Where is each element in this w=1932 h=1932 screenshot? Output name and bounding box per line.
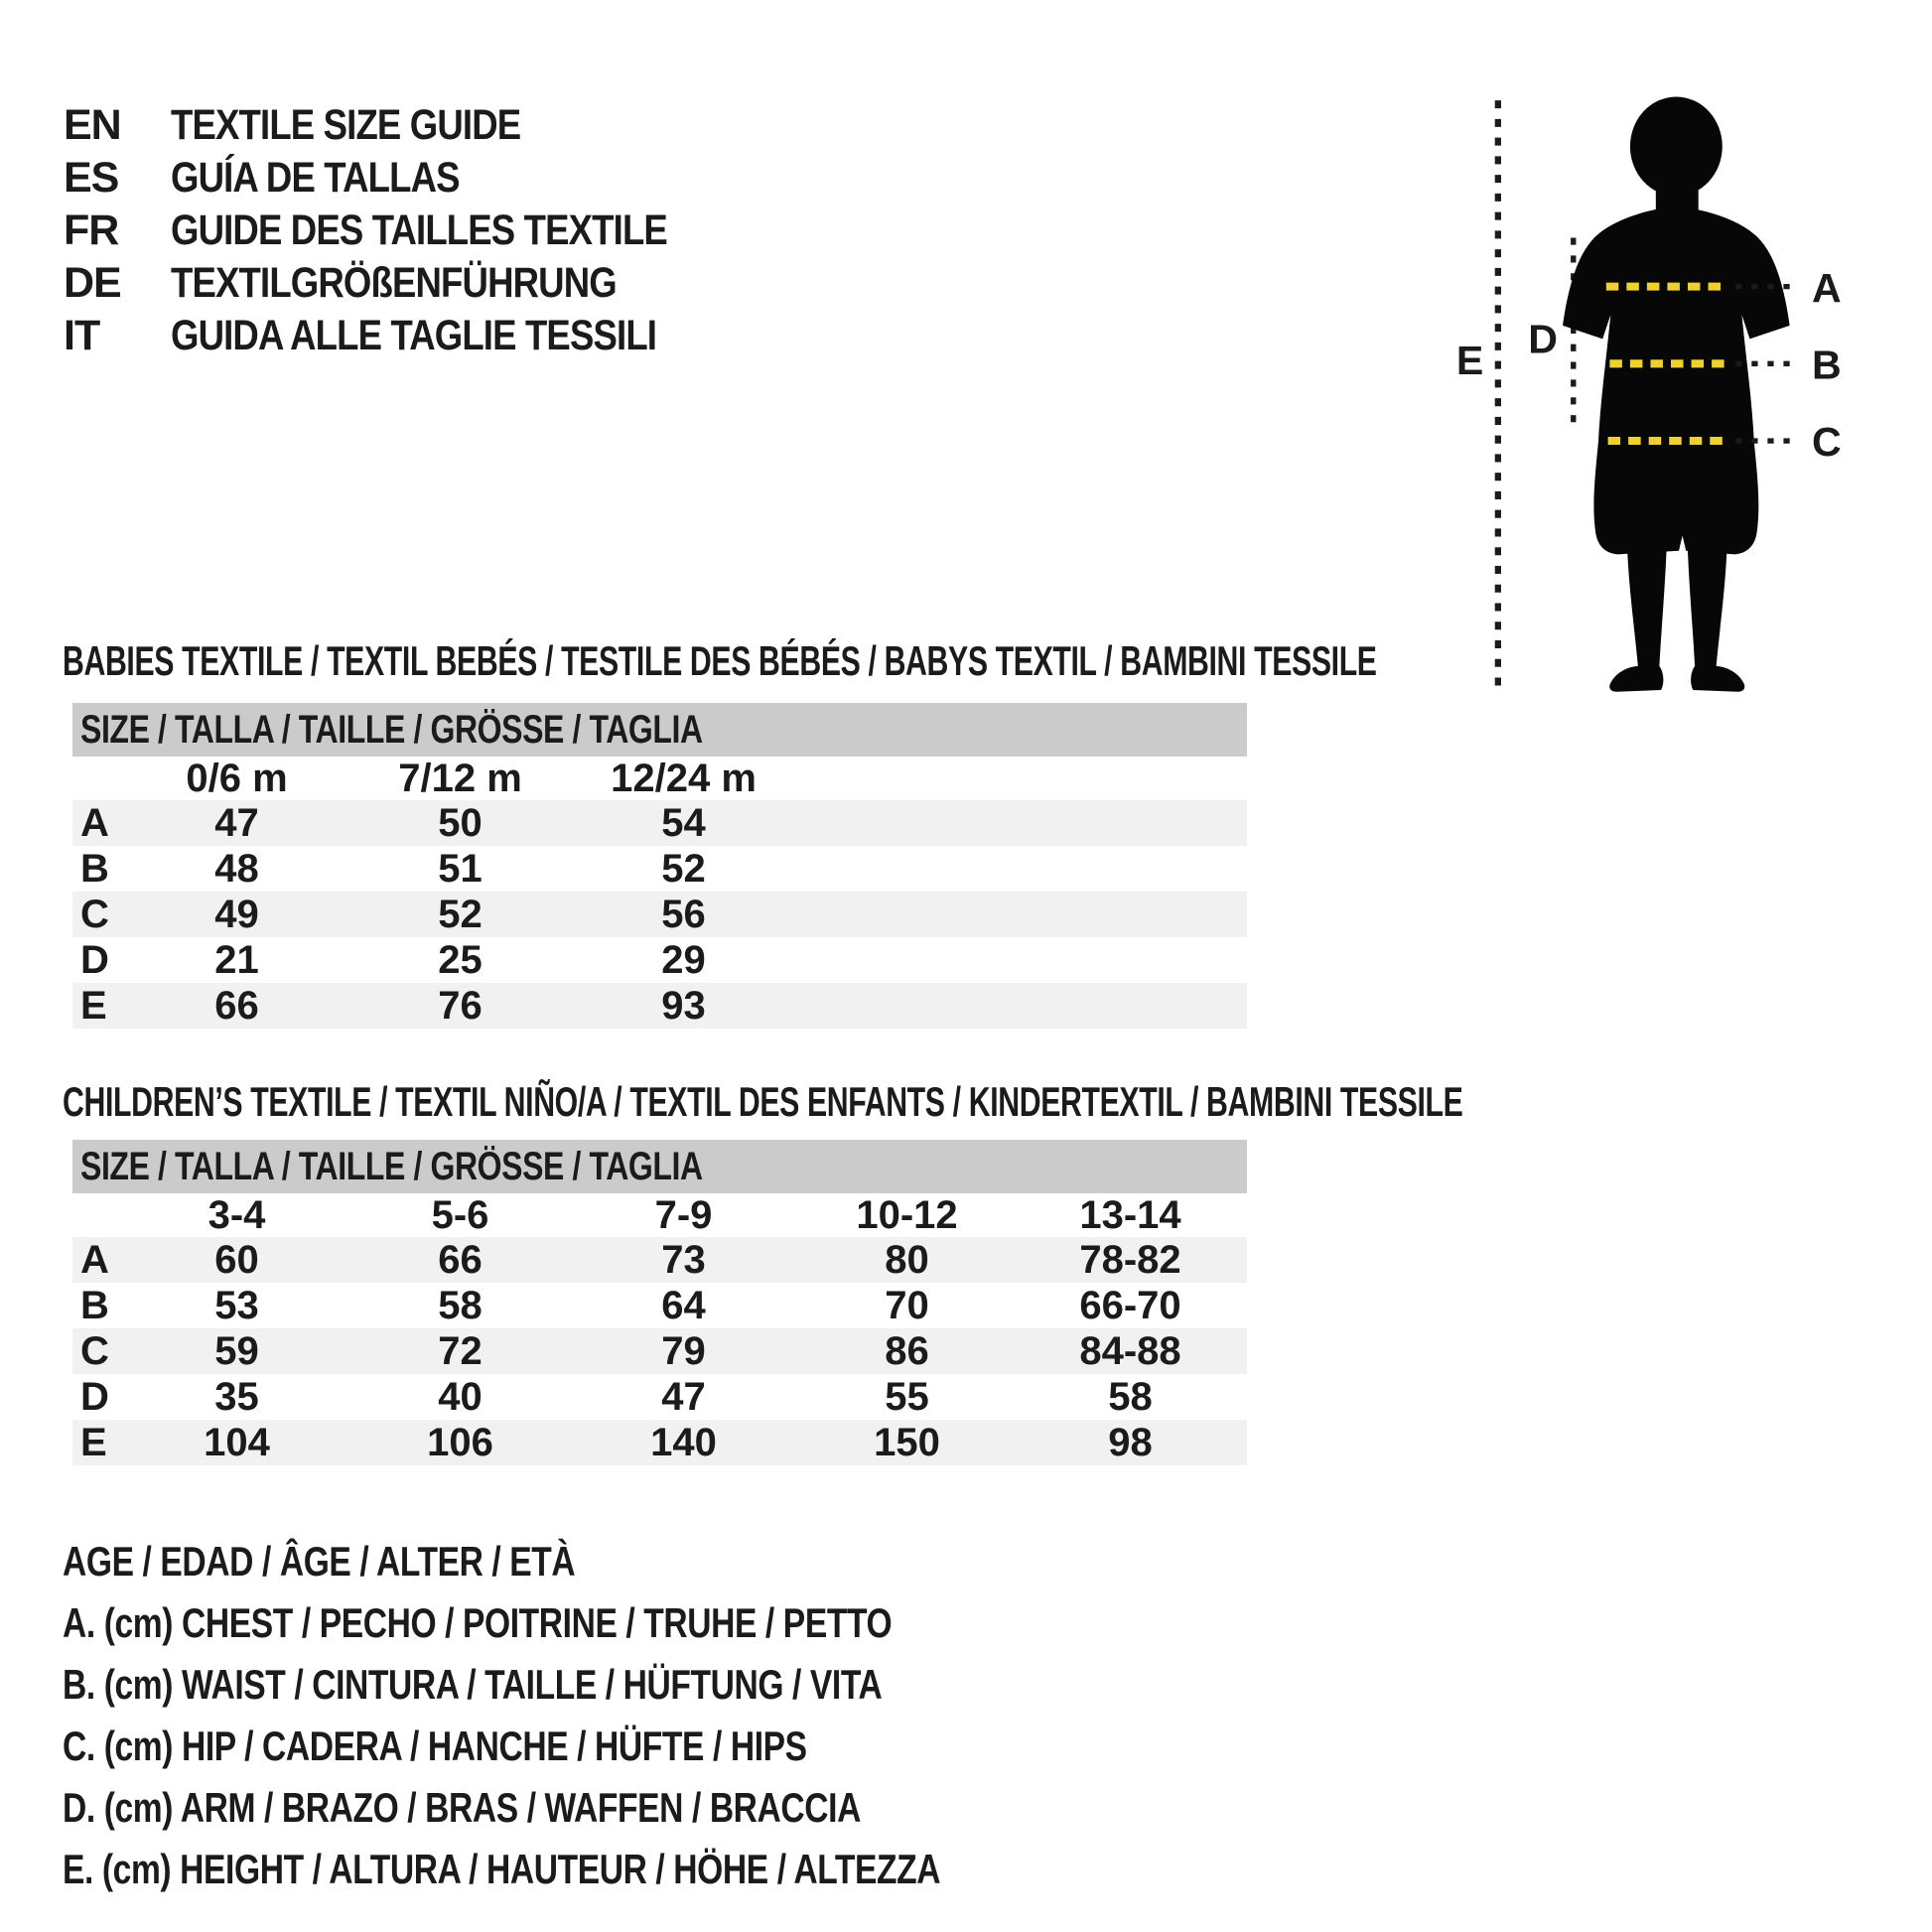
size-value: 40 <box>438 1374 483 1419</box>
legend-line: AGE / EDAD / ÂGE / ALTER / ETÀ <box>63 1538 576 1585</box>
legend-line: C. (cm) HIP / CADERA / HANCHE / HÜFTE / HIPS <box>63 1723 807 1769</box>
row-label: E <box>80 983 107 1028</box>
child-measurement-figure <box>1410 84 1932 789</box>
row-label: B <box>80 846 109 891</box>
silhouette-shorts <box>1593 444 1758 555</box>
size-value: 50 <box>438 800 483 845</box>
measurement-legend <box>63 1531 1160 1900</box>
size-value: 59 <box>214 1328 259 1373</box>
silhouette-right-shoe <box>1691 666 1744 692</box>
column-header: 12/24 m <box>611 756 757 800</box>
table-row <box>72 892 1247 937</box>
size-value: 106 <box>427 1420 493 1464</box>
column-headers <box>72 1193 1247 1237</box>
size-value: 53 <box>214 1283 259 1327</box>
language-code: DE <box>64 259 121 307</box>
size-value: 54 <box>661 800 706 845</box>
size-value: 47 <box>661 1374 706 1419</box>
language-row <box>64 152 755 205</box>
legend-line: E. (cm) HEIGHT / ALTURA / HAUTEUR / HÖHE / ALTEZZA <box>63 1846 941 1892</box>
legend-line: B. (cm) WAIST / CINTURA / TAILLE / HÜFTUNG / VITA <box>63 1661 883 1708</box>
size-header-bar <box>72 703 1247 757</box>
row-label: C <box>80 1328 109 1373</box>
child-silhouette <box>1563 97 1790 692</box>
silhouette-neck <box>1656 169 1699 214</box>
size-value: 47 <box>214 800 259 845</box>
language-title: TEXTILGRÖßENFÜHRUNG <box>171 259 617 307</box>
size-value: 58 <box>438 1283 483 1327</box>
size-value: 48 <box>214 846 259 891</box>
table-row <box>72 1237 1247 1283</box>
language-row <box>64 205 755 257</box>
size-value: 79 <box>661 1328 706 1373</box>
row-label: D <box>80 1374 109 1419</box>
row-label: A <box>80 1237 109 1282</box>
size-value: 84-88 <box>1079 1328 1181 1373</box>
column-header: 5-6 <box>431 1192 489 1237</box>
babies-section-title-text: BABIES TEXTILE / TEXTIL BEBÉS / TESTILE DES BÉBÉS / BABYS TEXTIL / BAMBINI TESSILE <box>63 637 1377 684</box>
size-value: 78-82 <box>1079 1237 1181 1282</box>
table-row <box>72 1374 1247 1420</box>
children-section-title-text: CHILDREN’S TEXTILE / TEXTIL NIÑO/A / TEXTIL DES ENFANTS / KINDERTEXTIL / BAMBINI TESSILE <box>63 1078 1463 1125</box>
size-value: 56 <box>661 892 706 936</box>
label-e: E <box>1455 338 1484 384</box>
size-value: 35 <box>214 1374 259 1419</box>
language-title: GUIDA ALLE TAGLIE TESSILI <box>171 312 657 359</box>
language-code: ES <box>64 154 119 202</box>
language-title: GUÍA DE TALLAS <box>171 154 460 202</box>
row-label: E <box>80 1420 107 1464</box>
size-value: 64 <box>661 1283 706 1327</box>
size-value: 72 <box>438 1328 483 1373</box>
babies-size-table <box>72 703 1247 1029</box>
column-header: 7-9 <box>654 1192 713 1237</box>
table-rows <box>72 800 1247 1029</box>
size-value: 21 <box>214 937 259 982</box>
size-value: 86 <box>885 1328 929 1373</box>
table-rows <box>72 1237 1247 1465</box>
size-value: 58 <box>1108 1374 1153 1419</box>
column-headers <box>72 757 1247 800</box>
table-row <box>72 800 1247 846</box>
label-b: B <box>1812 342 1842 388</box>
size-value: 93 <box>661 983 706 1028</box>
language-title: TEXTILE SIZE GUIDE <box>171 101 521 149</box>
size-value: 51 <box>438 846 483 891</box>
size-value: 66-70 <box>1079 1283 1181 1327</box>
label-a: A <box>1812 264 1842 311</box>
column-header: 13-14 <box>1079 1192 1181 1237</box>
column-header: 7/12 m <box>398 756 522 800</box>
language-list <box>64 99 755 362</box>
table-row <box>72 1328 1247 1374</box>
size-value: 66 <box>214 983 259 1028</box>
size-value: 66 <box>438 1237 483 1282</box>
size-value: 98 <box>1108 1420 1153 1464</box>
label-d: D <box>1528 316 1558 362</box>
row-label: B <box>80 1283 109 1327</box>
table-row <box>72 1420 1247 1465</box>
table-row <box>72 983 1247 1029</box>
row-label: D <box>80 937 109 982</box>
language-row <box>64 310 755 362</box>
size-header-text: SIZE / TALLA / TAILLE / GRÖSSE / TAGLIA <box>80 707 703 752</box>
language-row <box>64 257 755 310</box>
table-row <box>72 937 1247 983</box>
size-value: 25 <box>438 937 483 982</box>
column-header: 3-4 <box>207 1192 266 1237</box>
size-value: 104 <box>204 1420 270 1464</box>
size-value: 80 <box>885 1237 929 1282</box>
legend-line: D. (cm) ARM / BRAZO / BRAS / WAFFEN / BRACCIA <box>63 1784 861 1831</box>
silhouette-left-leg <box>1627 551 1666 667</box>
size-header-bar <box>72 1140 1247 1193</box>
children-section-title <box>63 1078 1932 1126</box>
row-label: A <box>80 800 109 845</box>
language-code: IT <box>64 312 100 359</box>
silhouette-shirt <box>1563 209 1790 446</box>
table-row <box>72 846 1247 892</box>
size-value: 60 <box>214 1237 259 1282</box>
language-row <box>64 99 755 152</box>
legend-line: A. (cm) CHEST / PECHO / POITRINE / TRUHE / PETTO <box>63 1599 893 1646</box>
label-c: C <box>1812 419 1842 466</box>
size-value: 70 <box>885 1283 929 1327</box>
language-code: EN <box>64 101 121 149</box>
column-header: 10-12 <box>856 1192 958 1237</box>
silhouette-left-shoe <box>1609 666 1663 692</box>
size-value: 29 <box>661 937 706 982</box>
size-value: 140 <box>650 1420 717 1464</box>
size-value: 52 <box>661 846 706 891</box>
children-size-table <box>72 1140 1247 1465</box>
size-value: 150 <box>874 1420 940 1464</box>
silhouette-right-leg <box>1688 551 1726 667</box>
column-header: 0/6 m <box>186 756 288 800</box>
size-value: 49 <box>214 892 259 936</box>
language-title: GUIDE DES TAILLES TEXTILE <box>171 207 667 254</box>
row-label: C <box>80 892 109 936</box>
size-value: 73 <box>661 1237 706 1282</box>
table-row <box>72 1283 1247 1328</box>
size-value: 55 <box>885 1374 929 1419</box>
language-code: FR <box>64 207 119 254</box>
size-value: 76 <box>438 983 483 1028</box>
size-value: 52 <box>438 892 483 936</box>
size-header-text: SIZE / TALLA / TAILLE / GRÖSSE / TAGLIA <box>80 1144 703 1188</box>
